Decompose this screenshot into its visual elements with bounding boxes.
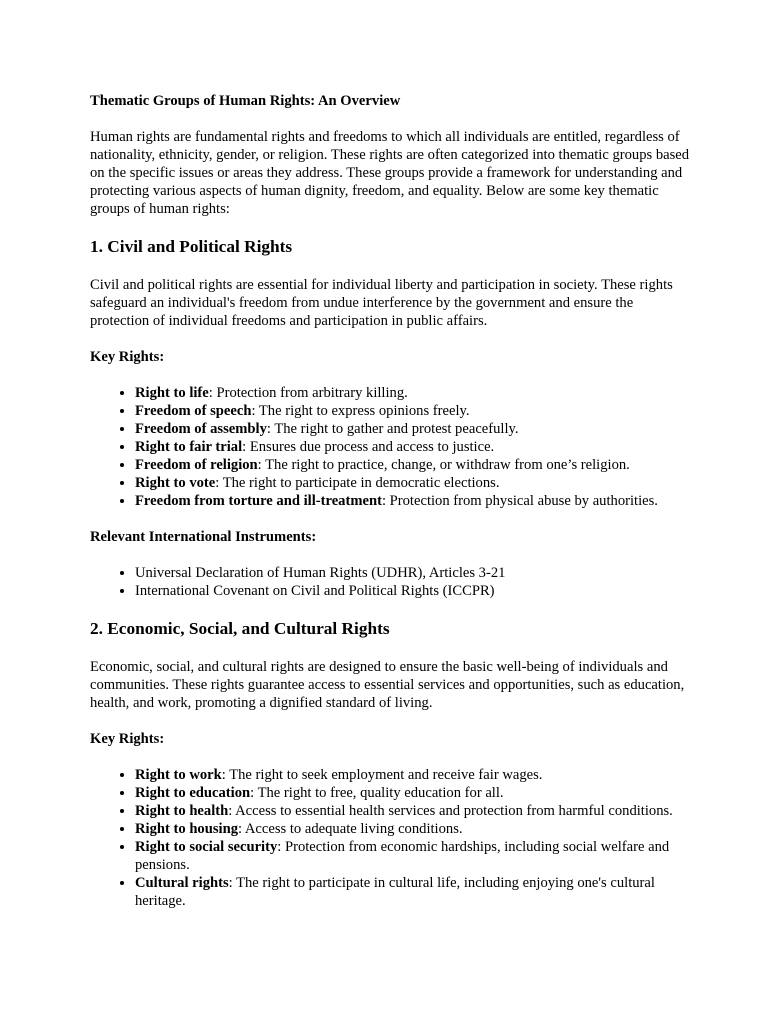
right-term: Right to education bbox=[135, 785, 251, 801]
key-rights-list-civil-political bbox=[90, 384, 690, 510]
right-term: Right to housing bbox=[135, 821, 238, 837]
right-term: Right to fair trial bbox=[135, 439, 243, 455]
section-heading-economic-social-cultural: 2. Economic, Social, and Cultural Rights bbox=[90, 619, 390, 638]
right-description: : Protection from economic hardships, including social welfare and pensions. bbox=[135, 839, 670, 873]
key-rights-list-economic-social-cultural bbox=[90, 766, 690, 910]
intro-paragraph: Human rights are fundamental rights and freedoms to which all individuals are entitled, regardless of nationality, ethnicity, gender, or religion. These rights are often categorized into thematic groups based on the specific issues or areas they address. These groups provide a framework for understanding and protecting various aspects of human dignity, freedom, and equality. Below are some key thematic groups of human rights: bbox=[90, 129, 690, 217]
list-item bbox=[135, 384, 690, 402]
right-term: Cultural rights bbox=[135, 875, 229, 891]
list-item bbox=[135, 838, 690, 874]
list-item bbox=[135, 402, 690, 420]
right-term: Right to life bbox=[135, 385, 209, 401]
section-paragraph-economic-social-cultural: Economic, social, and cultural rights are designed to ensure the basic well-being of individuals and communities. These rights guarantee access to essential services and opportunities, such as education, health, and work, promoting a dignified standard of living. bbox=[90, 659, 685, 711]
right-description: : The right to seek employment and receive fair wages. bbox=[221, 767, 543, 783]
right-term: Freedom from torture and ill-treatment bbox=[135, 493, 382, 509]
right-description: : The right to participate in democratic elections. bbox=[215, 475, 500, 491]
section-paragraph-civil-political: Civil and political rights are essential for individual liberty and participation in society. These rights safeguard an individual's freedom from undue interference by the government and ensure the protection of individual freedoms and participation in public affairs. bbox=[90, 277, 673, 329]
list-item bbox=[135, 420, 690, 438]
right-description: : Access to essential health services and protection from harmful conditions. bbox=[228, 803, 673, 819]
list-item bbox=[135, 492, 690, 510]
list-item: • Universal Declaration of Human Rights (UDHR), Articles 3-21 bbox=[135, 564, 690, 582]
key-rights-label: Key Rights: bbox=[90, 349, 165, 365]
document-title: Thematic Groups of Human Rights: An Overview bbox=[90, 93, 401, 109]
right-term: Freedom of assembly bbox=[135, 421, 267, 437]
list-item bbox=[135, 456, 690, 474]
right-term: Right to health bbox=[135, 803, 229, 819]
list-item bbox=[135, 820, 690, 838]
list-item bbox=[135, 874, 690, 910]
instruments-list bbox=[90, 564, 690, 600]
right-term: Right to social security bbox=[135, 839, 278, 855]
right-description: : The right to free, quality education for all. bbox=[250, 785, 504, 801]
instruments-label: Relevant International Instruments: bbox=[90, 529, 317, 545]
list-item bbox=[135, 766, 690, 784]
list-item bbox=[135, 802, 690, 820]
right-description: : The right to practice, change, or withdraw from one’s religion. bbox=[257, 457, 630, 473]
right-term: Freedom of religion bbox=[135, 457, 258, 473]
right-term: Right to work bbox=[135, 767, 222, 783]
list-item bbox=[135, 784, 690, 802]
section-heading-civil-political: 1. Civil and Political Rights bbox=[90, 237, 293, 256]
right-term: Freedom of speech bbox=[135, 403, 252, 419]
key-rights-label: Key Rights: bbox=[90, 731, 165, 747]
list-item bbox=[135, 438, 690, 456]
right-description: : The right to express opinions freely. bbox=[251, 403, 470, 419]
right-description: : The right to participate in cultural life, including enjoying one's cultural heritage. bbox=[135, 875, 655, 909]
right-description: : Protection from arbitrary killing. bbox=[208, 385, 408, 401]
document-content bbox=[90, 92, 690, 928]
right-description: : The right to gather and protest peacefully. bbox=[266, 421, 519, 437]
right-description: : Ensures due process and access to justice. bbox=[242, 439, 495, 455]
list-item bbox=[135, 474, 690, 492]
list-item: • International Covenant on Civil and Political Rights (ICCPR) bbox=[135, 582, 690, 600]
right-description: : Protection from physical abuse by authorities. bbox=[381, 493, 658, 509]
right-description: : Access to adequate living conditions. bbox=[238, 821, 463, 837]
right-term: Right to vote bbox=[135, 475, 216, 491]
